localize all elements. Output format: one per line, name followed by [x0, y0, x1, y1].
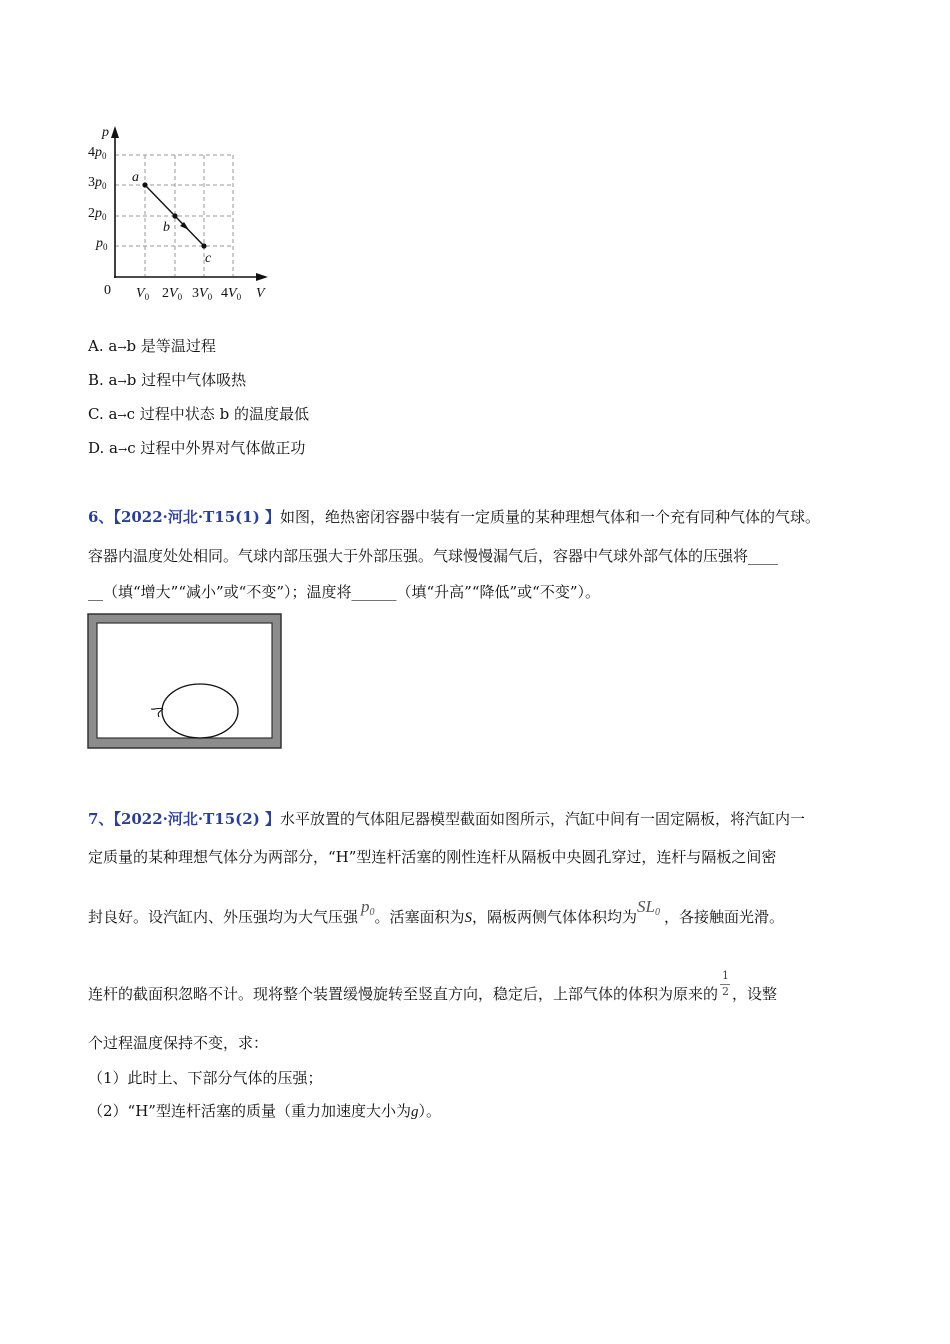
option-c: C. a→c 过程中状态 b 的温度最低: [88, 405, 309, 423]
container-diagram: [87, 613, 283, 751]
q7-tag: 【2022·河北·T15(2) 】: [113, 810, 281, 828]
q6-tag: 【2022·河北·T15(1) 】: [113, 508, 281, 526]
y-tick-4p0: $4p_0$: [88, 145, 107, 161]
option-b: B. a→b 过程中气体吸热: [88, 371, 247, 389]
y-tick-2p0: $2p_0$: [88, 206, 107, 222]
arrow-icon: →: [117, 443, 128, 456]
y-axis-label: p: [102, 125, 109, 140]
q6-line3: __（填“增大”“减小”或“不变”）；温度将______（填“升高”“降低”或“不变”）。: [88, 583, 601, 601]
label-c: c: [205, 251, 212, 266]
q7-sub2: （2）“H”型连杆活塞的质量（重力加速度大小为g）。: [88, 1102, 441, 1120]
arrow-icon: →: [117, 409, 127, 422]
label-a: a: [132, 170, 139, 185]
point-a: [142, 182, 147, 187]
q7-number: 7、: [88, 810, 114, 828]
q7-line4: 连杆的截面积忽略不计。现将整个装置缓慢旋转至竖直方向，稳定后，上部气体的体积为原来的 $\frac{1}{2}$ ，设整: [88, 969, 778, 1003]
label-b: b: [163, 220, 170, 235]
x-tick-2v0: $2V_0$: [162, 286, 183, 302]
x-tick-3v0: $3V_0$: [192, 286, 213, 302]
q7-line3: 封良好。设汽缸内、外压强均为大气压强$p_0$。活塞面积为S，隔板两侧气体体积均为$SL_0$ ，各接触面光滑。: [88, 897, 785, 926]
fraction-half: $\frac{1}{2}$: [722, 969, 730, 998]
q7-line5: 个过程温度保持不变，求：: [88, 1034, 269, 1052]
arrow-icon: →: [117, 341, 127, 354]
y-tick-3p0: $3p_0$: [88, 175, 107, 191]
option-d: D. a→c 过程中外界对气体做正功: [88, 439, 306, 457]
q6-line1: 6、【2022·河北·T15(1) 】如图，绝热密闭容器中装有一定质量的某种理想气体和一个充有同种气体的气球。: [88, 508, 821, 526]
y-tick-p0: $p_0$: [96, 236, 108, 252]
point-c: [201, 243, 206, 248]
q6-number: 6、: [88, 508, 114, 526]
q7-line2: 定质量的某种理想气体分为两部分，“H”型连杆活塞的刚性连杆从隔板中央圆孔穿过，连杆与隔板之间密: [88, 848, 777, 866]
option-a: A. a→b 是等温过程: [88, 337, 216, 355]
q7-sub1: （1）此时上、下部分气体的压强；: [88, 1069, 323, 1087]
balloon: [162, 684, 238, 738]
x-axis-label: V: [256, 286, 265, 301]
arrow-icon: →: [117, 375, 127, 388]
point-b: [172, 213, 177, 218]
origin-label: 0: [104, 283, 111, 298]
q6-line2: 容器内温度处处相同。气球内部压强大于外部压强。气球慢慢漏气后，容器中气球外部气体的压强将____: [88, 547, 779, 565]
pv-graph: [80, 120, 280, 310]
x-tick-v0: $V_0$: [136, 286, 150, 302]
q7-line1: 7、【2022·河北·T15(2) 】水平放置的气体阻尼器模型截面如图所示，汽缸中间有一固定隔板，将汽缸内一: [88, 810, 806, 828]
x-tick-4v0: $4V_0$: [221, 286, 242, 302]
